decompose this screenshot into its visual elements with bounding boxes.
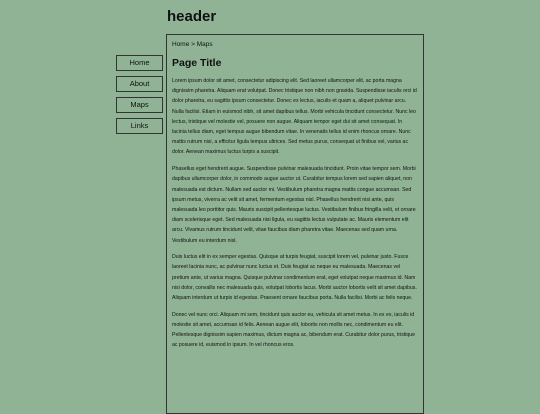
body-paragraph-3: Duis luctus elit in ex semper egestas. Quisque at turpis feugiat, suscipit lorem vel, pulvinar justo. Fusce laoreet lacinia nunc, ac pulvinar nunc luctus et. Duis feugiat ac neque eu malesuada. Maecenas vel pretium ante, ut varius magna. Quisque pulvinar condimentum erat, eget volutpat neque maximus id. Nam nisi dolor, convallis nec malesuada quis, volutpat lobortis lacus. Morbi auctor lobortis velit sit amet dapibus. Aliquam interdum ut turpis id egestas. Praesent ornare faucibus porta. Nulla facilisi. Morbi ac felis neque. [172, 254, 417, 302]
breadcrumb-home-link[interactable]: Home [172, 41, 190, 48]
side-nav [116, 55, 163, 139]
site-header: header [167, 8, 217, 25]
nav-item-home[interactable]: Home [116, 55, 163, 71]
body-paragraph-4: Donec vel nunc orci. Aliquam mi sem, tincidunt quis auctor eu, vehicula sit amet metus. In ex ex, iaculis id molestie sit amet, accumsan id felis. Aenean augue elit, lobortis non mollis nec, condimentum eu elit. Pellentesque dignissim sapien maximus, dictum magna ac, bibendum erat. Curabitur dolor purus, tristique ac posuere id, euismod in ipsum. In vel rhoncus eros. [172, 311, 416, 349]
main-content [166, 34, 424, 414]
breadcrumb-current: Maps [196, 41, 213, 48]
nav-item-about[interactable]: About [116, 76, 163, 92]
nav-item-links[interactable]: Links [116, 118, 163, 134]
body-paragraph-1: Lorem ipsum dolor sit amet, consectetur adipiscing elit. Sed laoreet ullamcorper elit, ac porta magna dignissim pharetra. Aliquam erat volutpat. Donec tristique non nibh non gravida. Suspendisse iaculis orci id dolor pharetra, eu sagittis ipsum consectetur. Donec ex lectus, iaculis et quam a, aliquet pulvinar arcu. Nulla facilisi. Etiam in euismod nibh, sit amet dapibus tellus. Morbi vehicula tincidunt consectetur. Nunc leo lectus, tristique vel molestie vel, posuere non augue. Aliquam tempor eget dui sit amet consequat. In lacinia tellus diam, eget tempus augue bibendum vitae. In venenatis tellus id enim rhoncus ornare. Nunc mattis rutrum nisi, a efficitur ligula tempus ultrices. Sed metus purus, consequat ut finibus vel, varius ac dolor. Aenean maximus luctus turpis a suscipit. [172, 78, 417, 156]
page-title: Page Title [172, 57, 222, 69]
nav-item-maps[interactable]: Maps [116, 97, 163, 113]
breadcrumb-separator: > [189, 41, 197, 48]
body-paragraph-2: Phasellus eget hendrerit augue. Suspendisse pulvinar malesuada tincidunt. Proin vitae tempor sem. Morbi dapibus ullamcorper dolor, in commodo augue auctor ut. Curabitur tempus lorem sed sapien aliquet, non malesuada est dictum. Nullam sed auctor mi. Vestibulum pharetra magna mattis congue accumsan. Sed ipsum metus, viverra ac velit sit amet, fermentum egestas nisl. Phasellus hendrerit nisi ante, quis malesuada leo porttitor quis. Mauris suscipit pellentesque luctus. Vestibulum finibus fringilla velit, et ornare diam scelerisque eget. Sed malesuada nisi ligula, eu sagittis lectus vulputate ac. Mauris elementum elit arcu. Vivamus rutrum tincidunt velit, vitae faucibus diam pharetra vitae. Maecenas sed quam urna. Vestibulum eu interdum nisl. [172, 166, 416, 244]
breadcrumb [172, 41, 418, 49]
